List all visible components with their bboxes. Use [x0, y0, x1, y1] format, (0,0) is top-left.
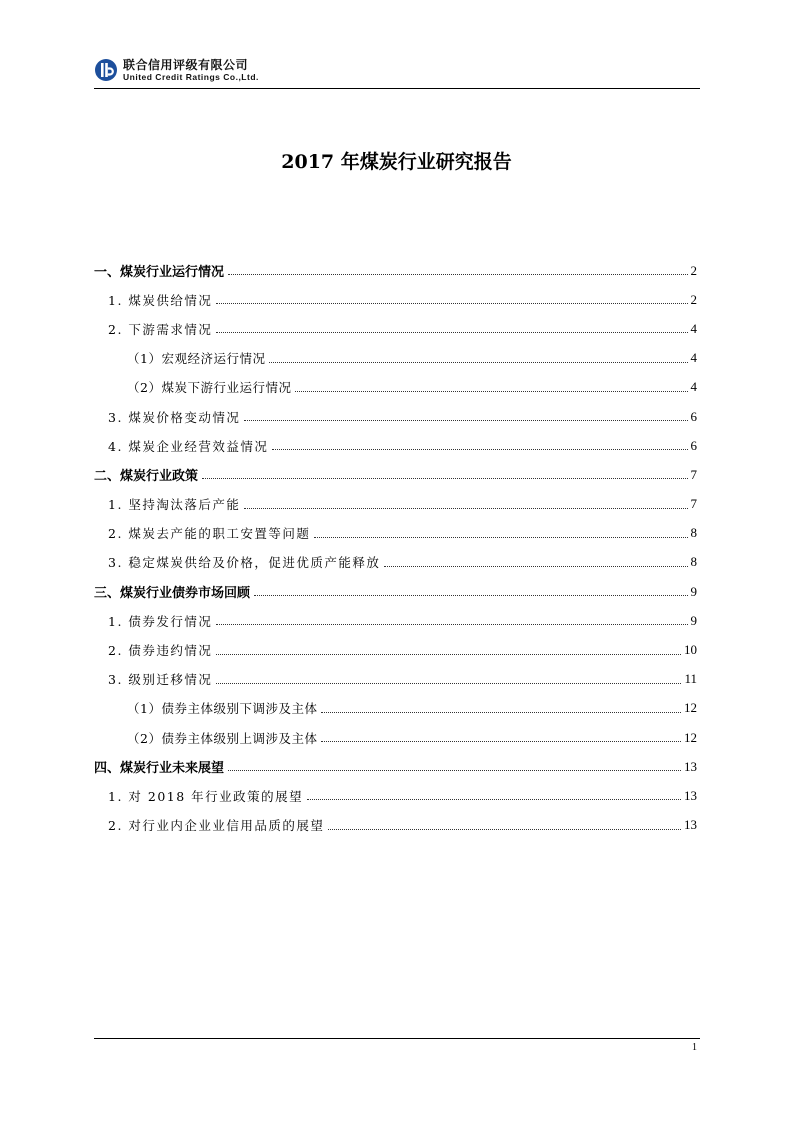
- page-number: 1: [692, 1042, 697, 1053]
- toc-entry-text: 3. 级别迁移情况: [108, 672, 213, 688]
- toc-entry[interactable]: [94, 811, 697, 840]
- toc-entry[interactable]: [94, 577, 697, 606]
- toc-entry-text: 二、煤炭行业政策: [94, 469, 199, 485]
- toc-entry-text: 2. 煤炭去产能的职工安置等问题: [108, 526, 311, 542]
- toc-entry[interactable]: [94, 519, 697, 548]
- company-name: [123, 59, 259, 83]
- toc-leader-dots: [269, 362, 687, 363]
- toc-entry[interactable]: [94, 665, 697, 694]
- toc-entry[interactable]: [94, 752, 697, 781]
- footer-divider: [94, 1038, 700, 1039]
- toc-leader-dots: [228, 274, 687, 275]
- toc-entry[interactable]: [94, 460, 697, 489]
- toc-leader-dots: [244, 420, 687, 421]
- toc-entry-text: （2）债券主体级别上调涉及主体: [127, 730, 318, 746]
- toc-leader-dots: [307, 799, 681, 800]
- company-logo-icon: [94, 58, 118, 82]
- toc-leader-dots: [384, 566, 687, 567]
- toc-entry-text: （1）债券主体级别下调涉及主体: [127, 701, 318, 717]
- toc-entry-page: 8: [690, 525, 697, 541]
- toc-entry-page: 13: [684, 817, 697, 833]
- toc-entry[interactable]: [94, 606, 697, 635]
- toc-entry[interactable]: [94, 402, 697, 431]
- toc-leader-dots: [272, 449, 687, 450]
- toc-leader-dots: [321, 741, 681, 742]
- toc-entry-page: 12: [684, 729, 697, 745]
- toc-leader-dots: [254, 595, 687, 596]
- toc-entry-page: 12: [684, 700, 697, 716]
- toc-entry[interactable]: [94, 781, 697, 810]
- toc-entry-page: 9: [690, 583, 697, 599]
- toc-entry-page: 10: [684, 642, 697, 658]
- toc-leader-dots: [216, 683, 681, 684]
- page-header: [94, 56, 700, 90]
- toc-entry-text: 三、煤炭行业债券市场回顾: [94, 586, 251, 602]
- toc-entry[interactable]: [94, 490, 697, 519]
- toc-entry-page: 2: [690, 262, 697, 278]
- toc-entry-text: （1）宏观经济运行情况: [127, 351, 266, 367]
- toc-leader-dots: [216, 654, 681, 655]
- company-name-en: United Credit Ratings Co.,Ltd.: [123, 72, 259, 82]
- toc-entry[interactable]: [94, 285, 697, 314]
- toc-entry-page: 9: [690, 612, 697, 628]
- toc-entry-text: 3. 稳定煤炭供给及价格，促进优质产能释放: [108, 555, 381, 571]
- toc-entry-page: 2: [690, 291, 697, 307]
- toc-entry-page: 11: [684, 671, 697, 687]
- toc-leader-dots: [202, 478, 687, 479]
- toc-entry[interactable]: [94, 723, 697, 752]
- toc-entry-text: 1. 坚持淘汰落后产能: [108, 497, 241, 513]
- toc-entry-page: 13: [684, 758, 697, 774]
- toc-entry-page: 6: [690, 437, 697, 453]
- toc-entry[interactable]: [94, 373, 697, 402]
- toc-entry-page: 6: [690, 408, 697, 424]
- toc-entry-text: 1. 煤炭供给情况: [108, 292, 213, 308]
- toc-entry-text: 2. 下游需求情况: [108, 321, 213, 337]
- toc-entry-text: 一、煤炭行业运行情况: [94, 265, 225, 281]
- toc-entry-text: 2. 债券违约情况: [108, 643, 213, 659]
- toc-entry-text: 四、煤炭行业未来展望: [94, 761, 225, 777]
- toc-entry-text: 4. 煤炭企业经营效益情况: [108, 438, 269, 454]
- toc-entry-text: 1. 对 2018 年行业政策的展望: [108, 788, 304, 804]
- toc-entry[interactable]: [94, 548, 697, 577]
- toc-entry[interactable]: [94, 431, 697, 460]
- toc-leader-dots: [244, 508, 687, 509]
- toc-entry[interactable]: [94, 635, 697, 664]
- toc-entry-page: 7: [690, 466, 697, 482]
- toc-entry-page: 7: [690, 496, 697, 512]
- toc-leader-dots: [321, 712, 681, 713]
- company-name-cn: 联合信用评级有限公司: [123, 58, 249, 72]
- document-title: 2017 年煤炭行业研究报告: [281, 151, 512, 173]
- table-of-contents: [94, 256, 697, 840]
- toc-entry-page: 4: [690, 320, 697, 336]
- toc-entry-page: 8: [690, 554, 697, 570]
- toc-leader-dots: [216, 303, 687, 304]
- toc-leader-dots: [228, 770, 681, 771]
- toc-entry[interactable]: [94, 256, 697, 285]
- toc-leader-dots: [295, 391, 687, 392]
- toc-entry-text: （2）煤炭下游行业运行情况: [127, 380, 292, 396]
- toc-entry-page: 4: [690, 379, 697, 395]
- toc-leader-dots: [216, 624, 687, 625]
- toc-entry[interactable]: [94, 344, 697, 373]
- header-divider: [94, 88, 700, 89]
- toc-entry-text: 1. 债券发行情况: [108, 613, 213, 629]
- toc-leader-dots: [314, 537, 687, 538]
- toc-leader-dots: [216, 332, 687, 333]
- toc-entry-page: 13: [684, 787, 697, 803]
- toc-entry[interactable]: [94, 314, 697, 343]
- toc-entry[interactable]: [94, 694, 697, 723]
- toc-leader-dots: [328, 829, 681, 830]
- toc-entry-text: 3. 煤炭价格变动情况: [108, 409, 241, 425]
- toc-entry-page: 4: [690, 350, 697, 366]
- toc-entry-text: 2. 对行业内企业业信用品质的展望: [108, 818, 325, 834]
